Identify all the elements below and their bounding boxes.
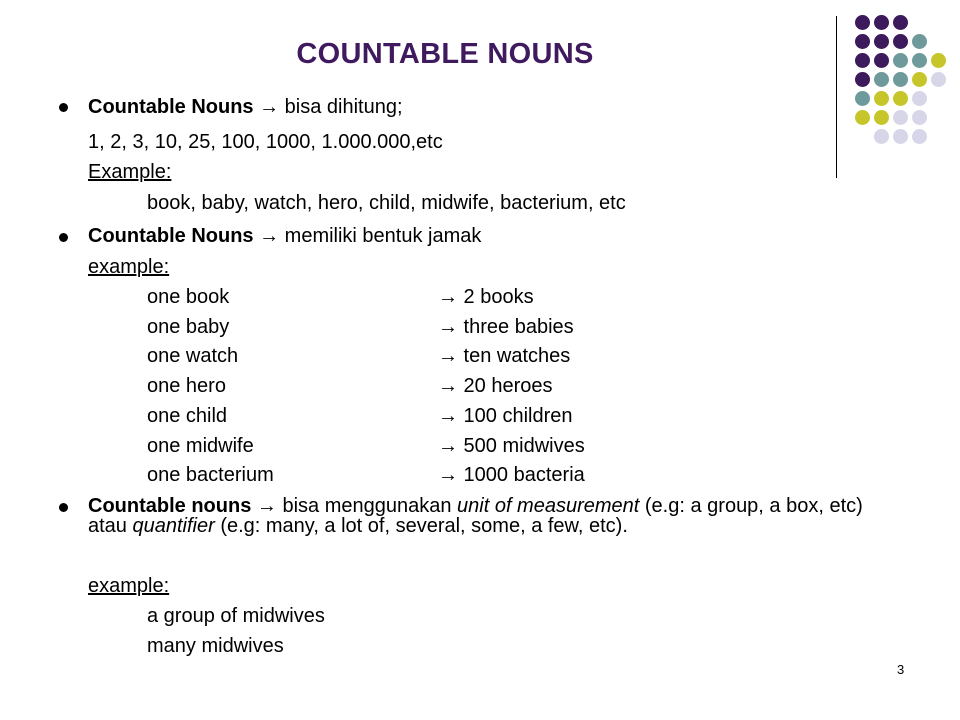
- slide-title: COUNTABLE NOUNS: [296, 38, 594, 70]
- bullet-dot: [59, 233, 68, 242]
- decorative-dot: [874, 53, 889, 68]
- decorative-dot: [912, 129, 927, 144]
- decorative-dot: [893, 15, 908, 30]
- decorative-dot: [874, 15, 889, 30]
- decorative-dot: [855, 72, 870, 87]
- decorative-dot: [893, 53, 908, 68]
- decorative-dot: [912, 72, 927, 87]
- pair-singular: one midwife: [147, 435, 254, 457]
- pair-singular: one watch: [147, 345, 239, 367]
- bullet3-example-item: a group of midwives: [147, 605, 325, 627]
- decorative-dot: [855, 53, 870, 68]
- bullet1-bold-term: Countable Nouns: [88, 96, 254, 118]
- pair-singular: one child: [147, 405, 228, 427]
- bullet3-text-part1: → bisa menggunakan: [251, 495, 458, 517]
- pair-singular: one book: [147, 286, 230, 308]
- bullet3-example-item: many midwives: [147, 635, 284, 657]
- bullet2-bold-term: Countable Nouns: [88, 225, 254, 247]
- bullet1-numbers: 1, 2, 3, 10, 25, 100, 1000, 1.000.000,etc: [88, 131, 443, 153]
- decorative-dot: [931, 53, 946, 68]
- decorative-dot: [893, 129, 908, 144]
- decorative-divider-line: [836, 16, 837, 178]
- bullet-dot: [59, 503, 68, 512]
- bullet1-line: [88, 95, 403, 119]
- bullet2-line: [88, 224, 481, 248]
- decorative-dot: [874, 91, 889, 106]
- decorative-dot: [855, 91, 870, 106]
- decorative-dot: [912, 34, 927, 49]
- decorative-dot: [874, 34, 889, 49]
- pair-plural: → 2 books: [438, 286, 534, 308]
- pair-plural: → three babies: [438, 316, 574, 338]
- pair-singular: one bacterium: [147, 464, 274, 486]
- pair-plural: → 20 heroes: [438, 375, 553, 397]
- bullet1-example-text: book, baby, watch, hero, child, midwife, bacterium, etc: [147, 192, 626, 214]
- decorative-dot: [855, 110, 870, 125]
- decorative-dot: [912, 110, 927, 125]
- decorative-dot: [893, 110, 908, 125]
- bullet2-rest-text: → memiliki bentuk jamak: [253, 225, 482, 247]
- decorative-dot: [855, 15, 870, 30]
- bullet2-example-label: example:: [88, 256, 170, 278]
- bullet1-rest-text: → bisa dihitung;: [253, 96, 403, 118]
- decorative-dot: [874, 110, 889, 125]
- decorative-dot: [893, 34, 908, 49]
- bullet3-paragraph: [88, 496, 878, 536]
- bullet1-example-label: Example:: [88, 161, 172, 183]
- bullet3-quantifier-italic: quantifier: [132, 515, 215, 537]
- page-number: 3: [897, 662, 905, 677]
- decorative-dot: [912, 53, 927, 68]
- bullet3-example-label: example:: [88, 575, 170, 597]
- pair-singular: one hero: [147, 375, 226, 397]
- pair-plural: → 100 children: [438, 405, 573, 427]
- bullet3-text-part2: (e.g: a group, a box, etc) atau: [88, 495, 863, 537]
- decorative-dot: [855, 34, 870, 49]
- bullet-dot: [59, 103, 68, 112]
- bullet3-unit-italic: unit of measurement: [457, 495, 640, 517]
- pair-singular: one baby: [147, 316, 230, 338]
- pair-plural: → ten watches: [438, 345, 571, 367]
- decorative-dot: [874, 129, 889, 144]
- pair-plural: → 1000 bacteria: [438, 464, 585, 486]
- decorative-dot: [931, 72, 946, 87]
- decorative-dot: [912, 91, 927, 106]
- bullet3-bold-term: Countable nouns: [88, 495, 252, 517]
- decorative-dot: [893, 72, 908, 87]
- pair-plural: → 500 midwives: [438, 435, 585, 457]
- decorative-dot: [893, 91, 908, 106]
- decorative-dot: [874, 72, 889, 87]
- bullet3-text-part3: (e.g: many, a lot of, several, some, a few, etc).: [214, 515, 628, 537]
